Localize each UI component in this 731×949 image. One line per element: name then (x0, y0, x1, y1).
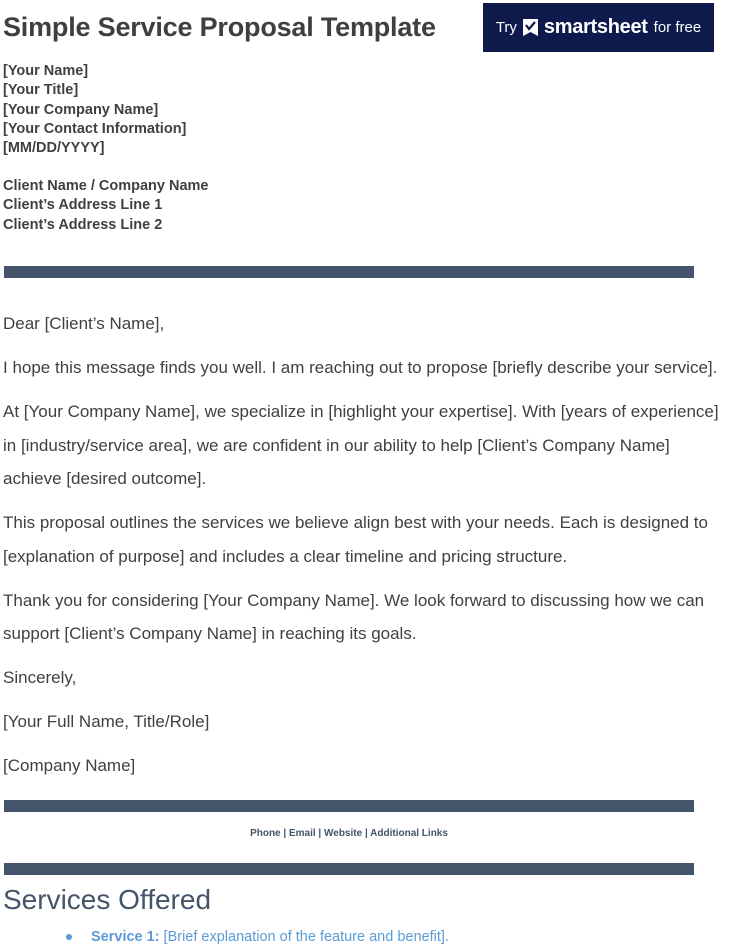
divider-bar (4, 800, 694, 812)
letter-paragraph: At [Your Company Name], we specialize in [highlight your expertise]. With [years of experience] in [industry/service area], we are confident in our ability to help [Client’s Company Name] achieve [desired outcome]. (3, 402, 719, 488)
sender-date: [MM/DD/YYYY] (3, 140, 105, 157)
banner-try-text: Try (495, 19, 517, 36)
list-item (66, 929, 449, 945)
contact-links: Phone | Email | Website | Additional Links (250, 828, 448, 839)
service-description: [Brief explanation of the feature and benefit]. (159, 929, 449, 945)
client-address-line-2: Client’s Address Line 2 (3, 216, 163, 233)
services-list (66, 929, 449, 945)
sender-contact: [Your Contact Information] (3, 120, 187, 137)
client-name: Client Name / Company Name (3, 178, 209, 194)
bullet-icon (66, 934, 72, 940)
smartsheet-logo-icon (523, 19, 538, 36)
service-label: Service 1: (91, 929, 160, 945)
client-address-line-1: Client’s Address Line 1 (3, 197, 163, 214)
sender-info-block (3, 62, 186, 158)
letter-salutation: Dear [Client’s Name], (3, 314, 165, 333)
smartsheet-try-banner[interactable] (483, 3, 714, 52)
sender-name: [Your Name] (3, 63, 89, 79)
services-heading: Services Offered (3, 884, 212, 915)
cover-letter (3, 307, 723, 793)
sender-title: [Your Title] (3, 82, 79, 99)
page-title: Simple Service Proposal Template (3, 12, 436, 42)
letter-paragraph: I hope this message finds you well. I am reaching out to propose [briefly describe your service]. (3, 358, 718, 377)
letter-paragraph: This proposal outlines the services we believe align best with your needs. Each is designed to [explanation of purpose] and includes a clear timeline and pricing structure. (3, 513, 708, 566)
letter-signature-name: [Your Full Name, Title/Role] (3, 712, 210, 731)
banner-free-text: for free (653, 19, 702, 36)
divider-bar (4, 863, 694, 875)
sender-company: [Your Company Name] (3, 101, 159, 118)
letter-signature-company: [Company Name] (3, 756, 136, 775)
client-info-block (3, 177, 208, 235)
banner-brand-text: smartsheet (543, 16, 648, 38)
letter-paragraph: Thank you for considering [Your Company Name]. We look forward to discussing how we can support [Client’s Company Name] in reaching its goals. (3, 590, 705, 643)
divider-bar (4, 266, 694, 278)
letter-closing: Sincerely, (3, 668, 77, 687)
